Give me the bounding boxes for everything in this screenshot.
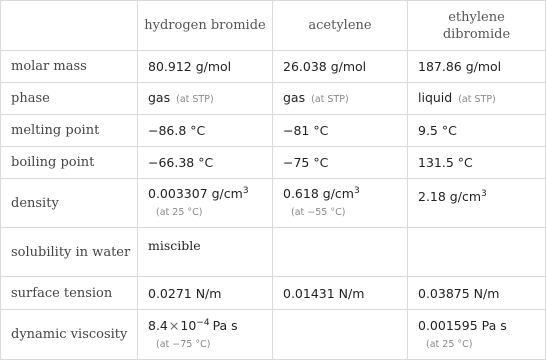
cell-value: −66.38 °C bbox=[138, 147, 273, 179]
cell-value bbox=[408, 228, 546, 277]
cell-value bbox=[273, 83, 408, 115]
exponent: −4 bbox=[196, 317, 210, 328]
cell-value: 80.912 g/mol bbox=[138, 51, 273, 83]
row-label-density: density bbox=[1, 179, 138, 228]
cell-value: 0.01431 N/m bbox=[273, 277, 408, 310]
table-row bbox=[1, 115, 546, 147]
cell-value bbox=[408, 83, 546, 115]
exponent: 3 bbox=[242, 185, 249, 196]
cell-value bbox=[408, 310, 546, 360]
condition-note: (at STP) bbox=[311, 94, 349, 105]
cell-value bbox=[138, 83, 273, 115]
row-label-phase: phase bbox=[1, 83, 138, 115]
header-row bbox=[1, 1, 546, 51]
table-row bbox=[1, 310, 546, 360]
condition-note: (at −75 °C) bbox=[156, 338, 211, 350]
table-row bbox=[1, 179, 546, 228]
condition-note: (at −55 °C) bbox=[291, 207, 346, 218]
cell-value bbox=[138, 179, 273, 228]
corner-cell bbox=[1, 1, 138, 51]
condition-note: (at 25 °C) bbox=[156, 207, 203, 218]
cell-value bbox=[273, 179, 408, 228]
viscosity-unit: Pa s bbox=[212, 317, 238, 333]
cell-value: 187.86 g/mol bbox=[408, 51, 546, 83]
table-row bbox=[1, 228, 546, 277]
row-label-melting-point: melting point bbox=[1, 115, 138, 147]
cell-value: 0.03875 N/m bbox=[408, 277, 546, 310]
table-row bbox=[1, 147, 546, 179]
cell-value bbox=[138, 310, 273, 360]
cell-value: 9.5 °C bbox=[408, 115, 546, 147]
cell-value: −75 °C bbox=[273, 147, 408, 179]
row-label-dynamic-viscosity: dynamic viscosity bbox=[1, 310, 138, 360]
condition-note: (at 25 °C) bbox=[426, 338, 473, 350]
cell-value bbox=[273, 310, 408, 360]
column-header-acetylene: acetylene bbox=[273, 1, 408, 51]
density-value: 0.003307 g/cm bbox=[148, 186, 243, 201]
phase-value: gas bbox=[283, 90, 306, 105]
cell-value: 131.5 °C bbox=[408, 147, 546, 179]
phase-value: gas bbox=[148, 90, 171, 105]
cell-value bbox=[408, 179, 546, 228]
row-label-molar-mass: molar mass bbox=[1, 51, 138, 83]
times-sign: × bbox=[168, 317, 180, 333]
condition-note: (at STP) bbox=[458, 94, 496, 105]
column-header-ethylene-dibromide: ethylene dibromide bbox=[408, 1, 546, 51]
column-header-hydrogen-bromide: hydrogen bromide bbox=[138, 1, 273, 51]
density-value: 0.618 g/cm bbox=[283, 186, 354, 201]
condition-note: (at STP) bbox=[176, 94, 214, 105]
exponent: 3 bbox=[353, 185, 360, 196]
table-row bbox=[1, 51, 546, 83]
cell-value: miscible bbox=[138, 228, 273, 277]
viscosity-mantissa: 8.4 bbox=[148, 317, 168, 333]
phase-value: liquid bbox=[418, 90, 453, 105]
cell-value: −81 °C bbox=[273, 115, 408, 147]
density-value: 2.18 g/cm bbox=[418, 189, 482, 204]
exponent: 3 bbox=[481, 188, 487, 199]
row-label-solubility: solubility in water bbox=[1, 228, 138, 277]
table-row bbox=[1, 83, 546, 115]
row-label-boiling-point: boiling point bbox=[1, 147, 138, 179]
cell-value: 26.038 g/mol bbox=[273, 51, 408, 83]
viscosity-base: 10 bbox=[180, 317, 197, 333]
cell-value: −86.8 °C bbox=[138, 115, 273, 147]
table-row bbox=[1, 277, 546, 310]
viscosity-value: 0.001595 Pa s bbox=[418, 317, 507, 333]
cell-value bbox=[273, 228, 408, 277]
cell-value: 0.0271 N/m bbox=[138, 277, 273, 310]
row-label-surface-tension: surface tension bbox=[1, 277, 138, 310]
